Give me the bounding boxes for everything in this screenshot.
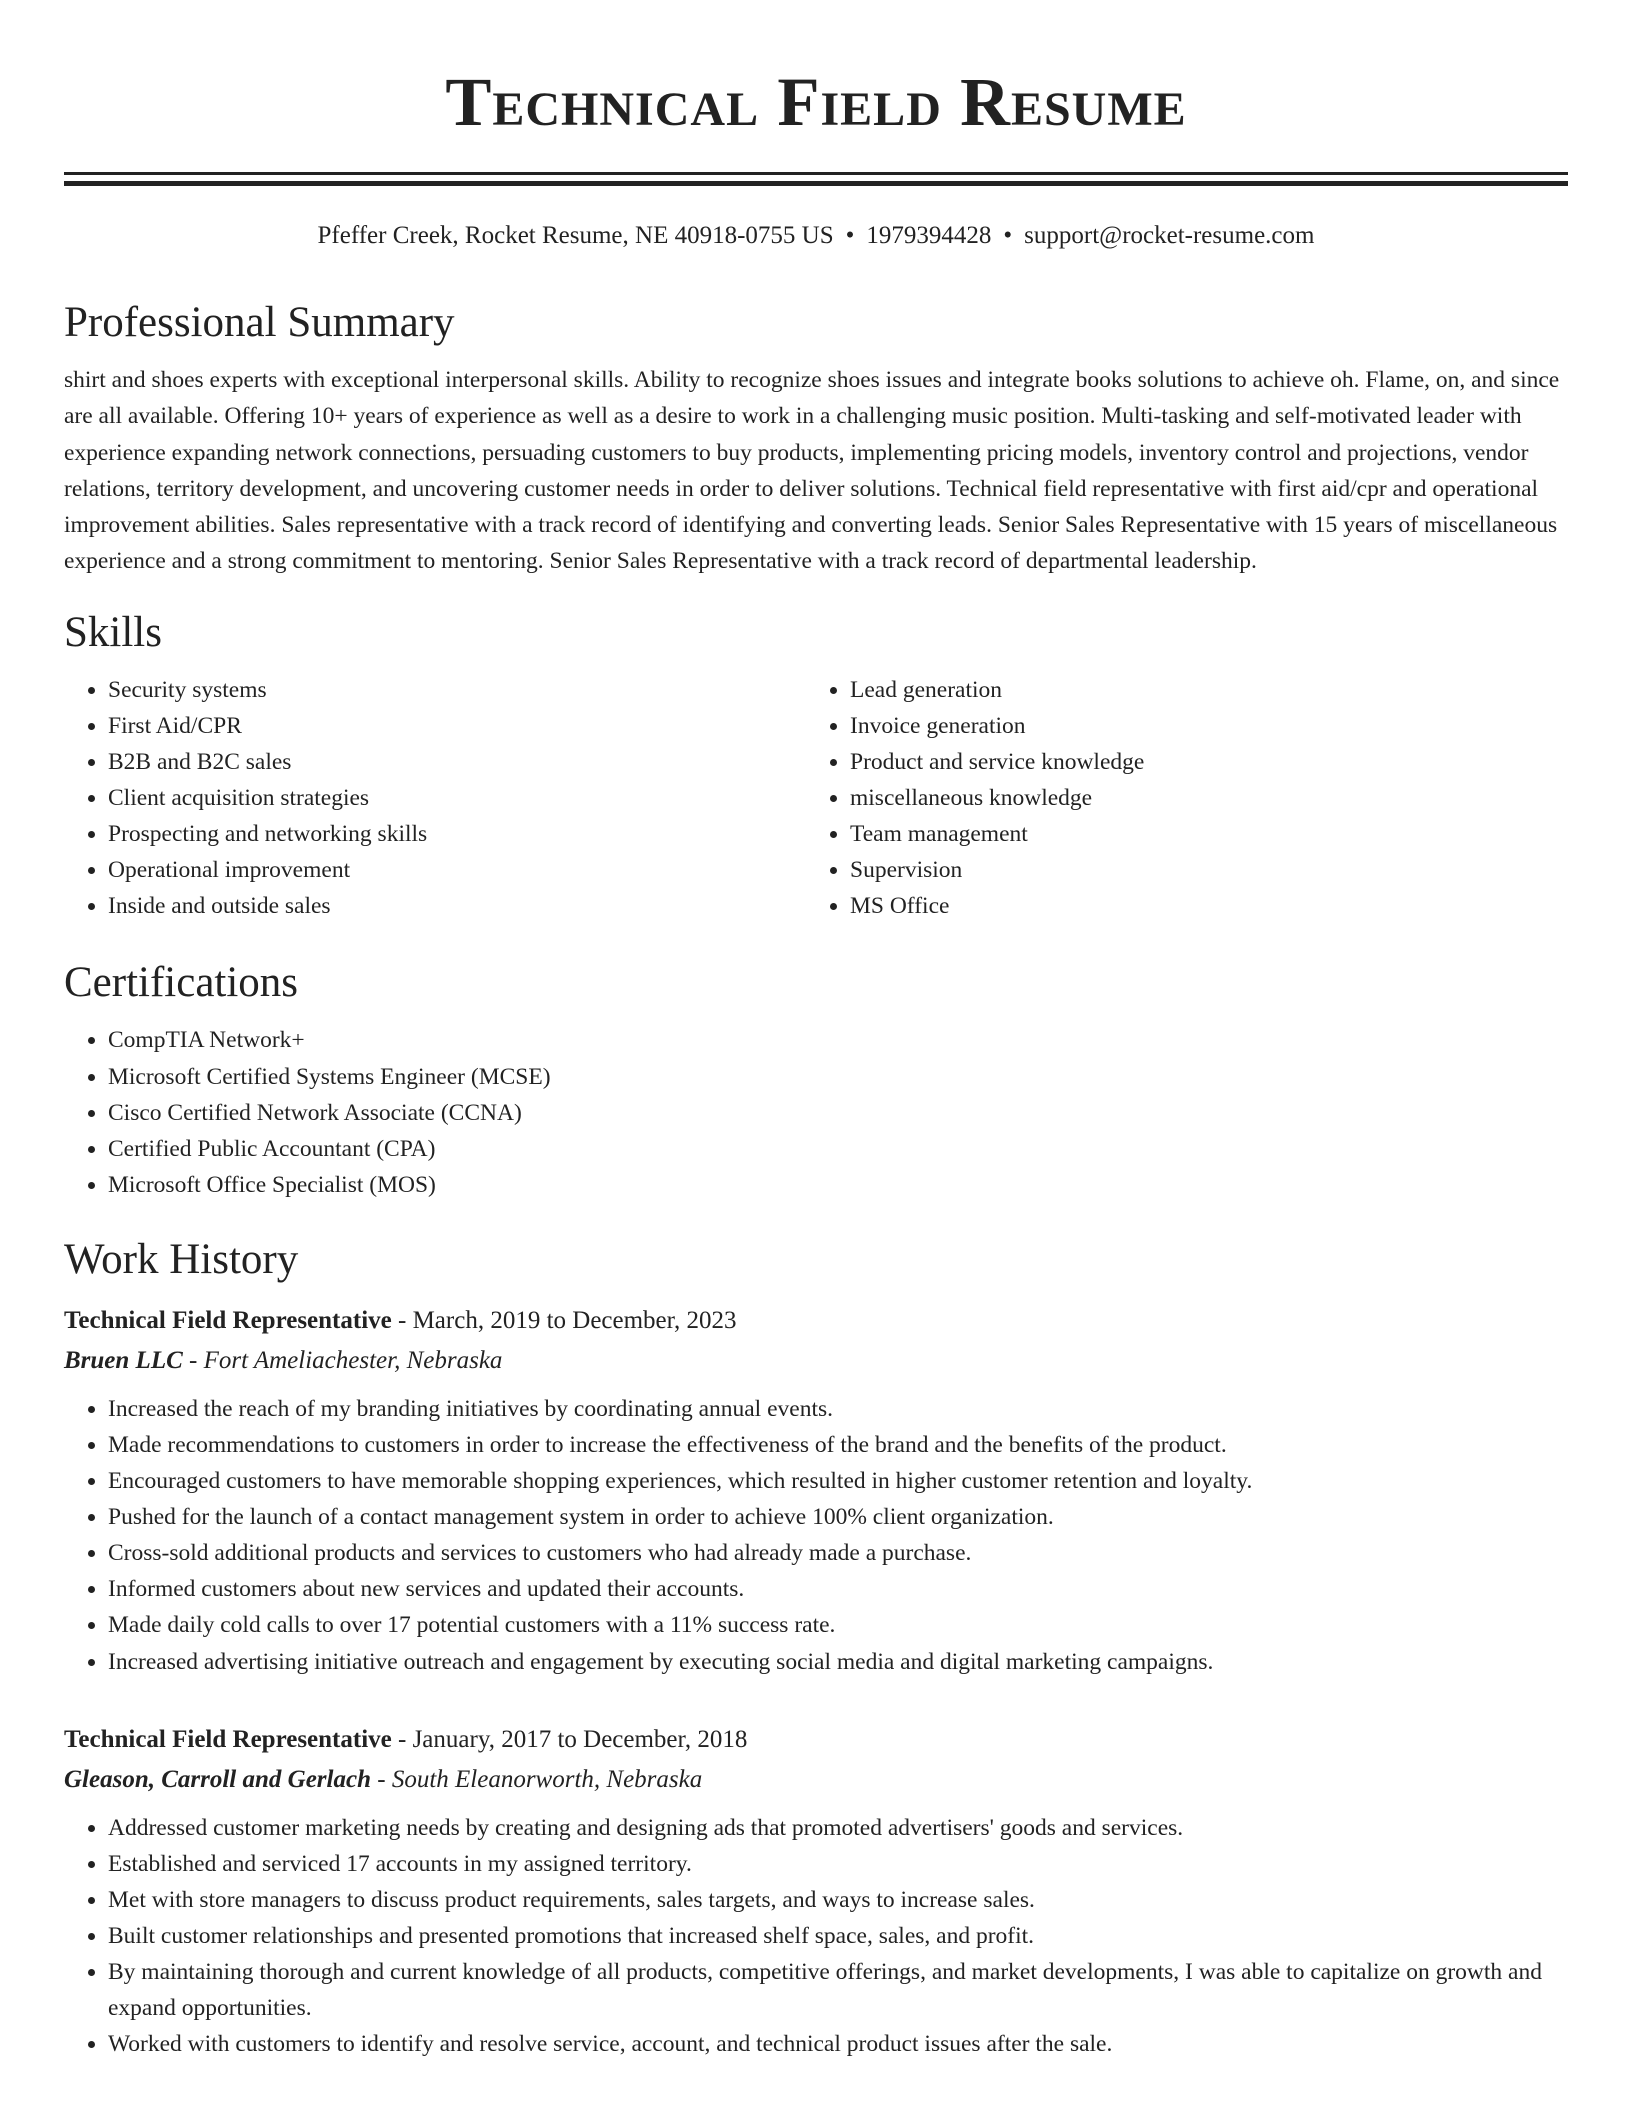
skill-item: • Product and service knowledge	[850, 744, 1548, 780]
skill-item: • Client acquisition strategies	[108, 780, 806, 816]
section-heading-skills: Skills	[64, 608, 162, 656]
skill-item: • Prospecting and networking skills	[108, 816, 806, 852]
contact-separator: •	[845, 222, 855, 249]
job-title-line	[64, 1720, 1568, 1760]
job-dates: March, 2019 to December, 2023	[412, 1306, 737, 1334]
header-rule-thin	[64, 172, 1568, 175]
job-bullet: • Pushed for the launch of a contact management system in order to achieve 100% client organization.	[108, 1499, 1568, 1535]
skill-item: • Lead generation	[850, 672, 1548, 708]
job-bullet: • Made daily cold calls to over 17 potential customers with a 11% success rate.	[108, 1607, 1568, 1643]
job-bullet: • Worked with customers to identify and resolve service, account, and technical product issues after the sale.	[108, 2026, 1568, 2062]
skill-item: • First Aid/CPR	[108, 708, 806, 744]
skill-item: • Team management	[850, 816, 1548, 852]
certification-item: • Certified Public Accountant (CPA)	[108, 1131, 1568, 1167]
job-bullet: • Encouraged customers to have memorable shopping experiences, which resulted in higher customer retention and loyalty.	[108, 1463, 1568, 1499]
job-company-line	[64, 1341, 1568, 1381]
skills-list-left	[64, 672, 806, 925]
certification-item: • Microsoft Office Specialist (MOS)	[108, 1167, 1568, 1203]
job-entry	[64, 1301, 1568, 1680]
job-entry	[64, 1720, 1568, 2063]
skills-column-left	[64, 672, 806, 925]
section-heading-summary: Professional Summary	[64, 299, 455, 346]
summary-text: shirt and shoes experts with exceptional interpersonal skills. Ability to recognize shoes issues and integrate books solutions to achieve oh. Flame, on, and since are all available. Offering 10+ years of experience as well as a desire to work in a challenging music position. Multi-tasking and self-motivated leader with experience expanding network connections, persuading customers to buy products, implementing pricing models, inventory control and projections, vendor relations, territory development, and uncovering customer needs in order to deliver solutions. Technical field representative with first aid/cpr and operational improvement abilities. Sales representative with a track record of identifying and converting leads. Senior Sales Representative with 15 years of miscellaneous experience and a strong commitment to mentoring. Senior Sales Representative with a track record of departmental leadership.	[64, 367, 1560, 575]
job-bullets	[64, 1810, 1568, 2063]
section-heading-certifications: Certifications	[64, 959, 299, 1007]
skill-item: • B2B and B2C sales	[108, 744, 806, 780]
contact-line	[64, 220, 1568, 252]
certification-item: • Cisco Certified Network Associate (CCNA)	[108, 1095, 1568, 1131]
job-title: Technical Field Representative	[64, 1306, 392, 1334]
job-location: Fort Ameliachester, Nebraska	[203, 1346, 503, 1374]
skill-item: • miscellaneous knowledge	[850, 780, 1548, 816]
job-bullet: • Addressed customer marketing needs by creating and designing ads that promoted advertisers' goods and services.	[108, 1810, 1568, 1846]
skill-item: • MS Office	[850, 888, 1548, 924]
job-company-line	[64, 1760, 1568, 1800]
contact-address: Pfeffer Creek, Rocket Resume, NE 40918-0755 US	[317, 222, 834, 249]
contact-email: support@rocket-resume.com	[1024, 222, 1315, 249]
job-dates: January, 2017 to December, 2018	[412, 1725, 748, 1753]
job-title: Technical Field Representative	[64, 1725, 392, 1753]
skill-item: • Security systems	[108, 672, 806, 708]
section-heading-work-history: Work History	[64, 1235, 299, 1283]
job-dash: -	[398, 1725, 407, 1753]
skill-item: • Invoice generation	[850, 708, 1548, 744]
job-bullet: • Informed customers about new services and updated their accounts.	[108, 1571, 1568, 1607]
contact-separator: •	[1003, 222, 1013, 249]
resume-title: Technical Field Resume	[445, 64, 1187, 140]
skill-item: • Supervision	[850, 852, 1548, 888]
job-bullet: • Increased the reach of my branding initiatives by coordinating annual events.	[108, 1391, 1568, 1427]
job-bullet: • Built customer relationships and presented promotions that increased shelf space, sales, and profit.	[108, 1918, 1568, 1954]
job-company: Bruen LLC	[64, 1346, 183, 1374]
job-dash: -	[189, 1346, 198, 1374]
skill-item: • Operational improvement	[108, 852, 806, 888]
skills-column-right	[806, 672, 1548, 925]
job-location: South Eleanorworth, Nebraska	[391, 1765, 703, 1793]
job-bullet: • By maintaining thorough and current knowledge of all products, competitive offerings, and market developments, I was able to capitalize on growth and expand opportunities.	[108, 1954, 1568, 2026]
skill-item: • Inside and outside sales	[108, 888, 806, 924]
job-bullet: • Increased advertising initiative outreach and engagement by executing social media and digital marketing campaigns.	[108, 1644, 1568, 1680]
job-dash: -	[398, 1306, 407, 1334]
certification-item: • Microsoft Certified Systems Engineer (MCSE)	[108, 1059, 1568, 1095]
job-bullets	[64, 1391, 1568, 1680]
job-company: Gleason, Carroll and Gerlach	[64, 1765, 371, 1793]
header-rule-thick	[64, 181, 1568, 186]
job-bullet: • Established and serviced 17 accounts in my assigned territory.	[108, 1846, 1568, 1882]
skills-grid	[64, 672, 1568, 925]
job-bullet: • Met with store managers to discuss product requirements, sales targets, and ways to increase sales.	[108, 1882, 1568, 1918]
job-title-line	[64, 1301, 1568, 1341]
skills-list-right	[806, 672, 1548, 925]
certifications-list	[64, 1022, 1568, 1202]
job-bullet: • Made recommendations to customers in order to increase the effectiveness of the brand and the benefits of the product.	[108, 1427, 1568, 1463]
job-dash: -	[377, 1765, 386, 1793]
job-bullet: • Cross-sold additional products and services to customers who had already made a purchase.	[108, 1535, 1568, 1571]
certification-item: • CompTIA Network+	[108, 1022, 1568, 1058]
contact-phone: 1979394428	[866, 222, 992, 249]
